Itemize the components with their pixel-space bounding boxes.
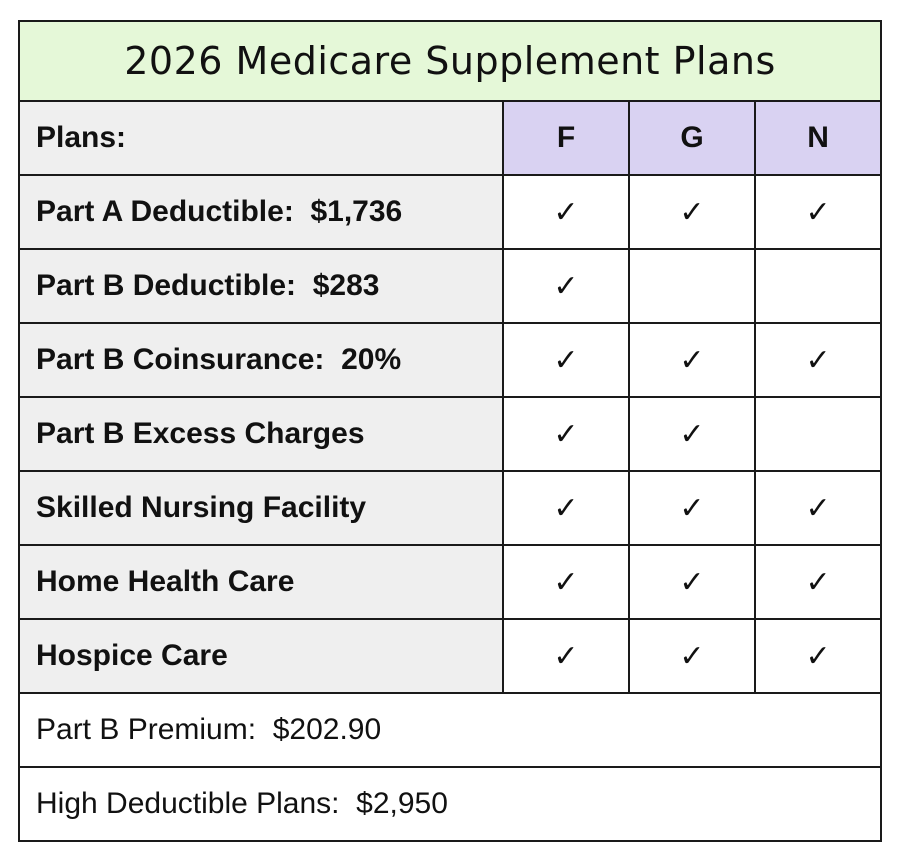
plan-f-coverage-cell [503, 619, 629, 693]
table-title: 2026 Medicare Supplement Plans [19, 21, 881, 101]
plan-n-coverage-cell [755, 397, 881, 471]
benefit-row [19, 397, 881, 471]
checkmark-icon: ✓ [553, 564, 579, 600]
benefit-label: Part B Deductible: $283 [19, 249, 503, 323]
plan-g-coverage-cell [629, 471, 755, 545]
medicare-plans-table [18, 20, 882, 842]
plan-g-coverage-cell [629, 323, 755, 397]
checkmark-icon: ✓ [679, 194, 705, 230]
plan-f-coverage-cell [503, 397, 629, 471]
plan-n-coverage-cell [755, 619, 881, 693]
plan-n-coverage-cell [755, 323, 881, 397]
checkmark-icon: ✓ [679, 564, 705, 600]
plans-header-row [19, 101, 881, 175]
plan-n-coverage-cell [755, 249, 881, 323]
checkmark-icon: ✓ [679, 342, 705, 378]
checkmark-icon: ✓ [805, 194, 831, 230]
benefit-label: Part B Excess Charges [19, 397, 503, 471]
benefit-row [19, 323, 881, 397]
benefit-row [19, 471, 881, 545]
checkmark-icon: ✓ [679, 638, 705, 674]
plan-n-coverage-cell [755, 175, 881, 249]
plan-g-coverage-cell [629, 619, 755, 693]
high-deductible-note: High Deductible Plans: $2,950 [19, 767, 881, 841]
checkmark-icon: ✓ [553, 416, 579, 452]
plan-n-coverage-cell [755, 545, 881, 619]
benefit-row [19, 175, 881, 249]
plan-g-coverage-cell [629, 175, 755, 249]
plan-n-header: N [755, 101, 881, 175]
checkmark-icon: ✓ [679, 416, 705, 452]
benefit-label: Hospice Care [19, 619, 503, 693]
part-b-premium-note: Part B Premium: $202.90 [19, 693, 881, 767]
plan-g-coverage-cell [629, 249, 755, 323]
checkmark-icon: ✓ [553, 342, 579, 378]
checkmark-icon: ✓ [553, 490, 579, 526]
checkmark-icon: ✓ [679, 490, 705, 526]
plan-g-coverage-cell [629, 397, 755, 471]
plan-f-coverage-cell [503, 175, 629, 249]
plans-header-label: Plans: [19, 101, 503, 175]
checkmark-icon: ✓ [805, 342, 831, 378]
plan-n-coverage-cell [755, 471, 881, 545]
benefit-row [19, 249, 881, 323]
plan-g-coverage-cell [629, 545, 755, 619]
plan-f-coverage-cell [503, 249, 629, 323]
checkmark-icon: ✓ [805, 490, 831, 526]
footer-row [19, 693, 881, 767]
checkmark-icon: ✓ [553, 638, 579, 674]
footer-rows [19, 693, 881, 841]
benefit-label: Part B Coinsurance: 20% [19, 323, 503, 397]
plan-f-coverage-cell [503, 471, 629, 545]
footer-row [19, 767, 881, 841]
checkmark-icon: ✓ [805, 564, 831, 600]
checkmark-icon: ✓ [553, 194, 579, 230]
benefit-row [19, 619, 881, 693]
plan-f-coverage-cell [503, 323, 629, 397]
benefit-label: Skilled Nursing Facility [19, 471, 503, 545]
benefit-row [19, 545, 881, 619]
plan-f-header: F [503, 101, 629, 175]
benefit-label: Home Health Care [19, 545, 503, 619]
benefit-rows [19, 175, 881, 693]
benefit-label: Part A Deductible: $1,736 [19, 175, 503, 249]
plan-g-header: G [629, 101, 755, 175]
plan-f-coverage-cell [503, 545, 629, 619]
checkmark-icon: ✓ [805, 638, 831, 674]
checkmark-icon: ✓ [553, 268, 579, 304]
